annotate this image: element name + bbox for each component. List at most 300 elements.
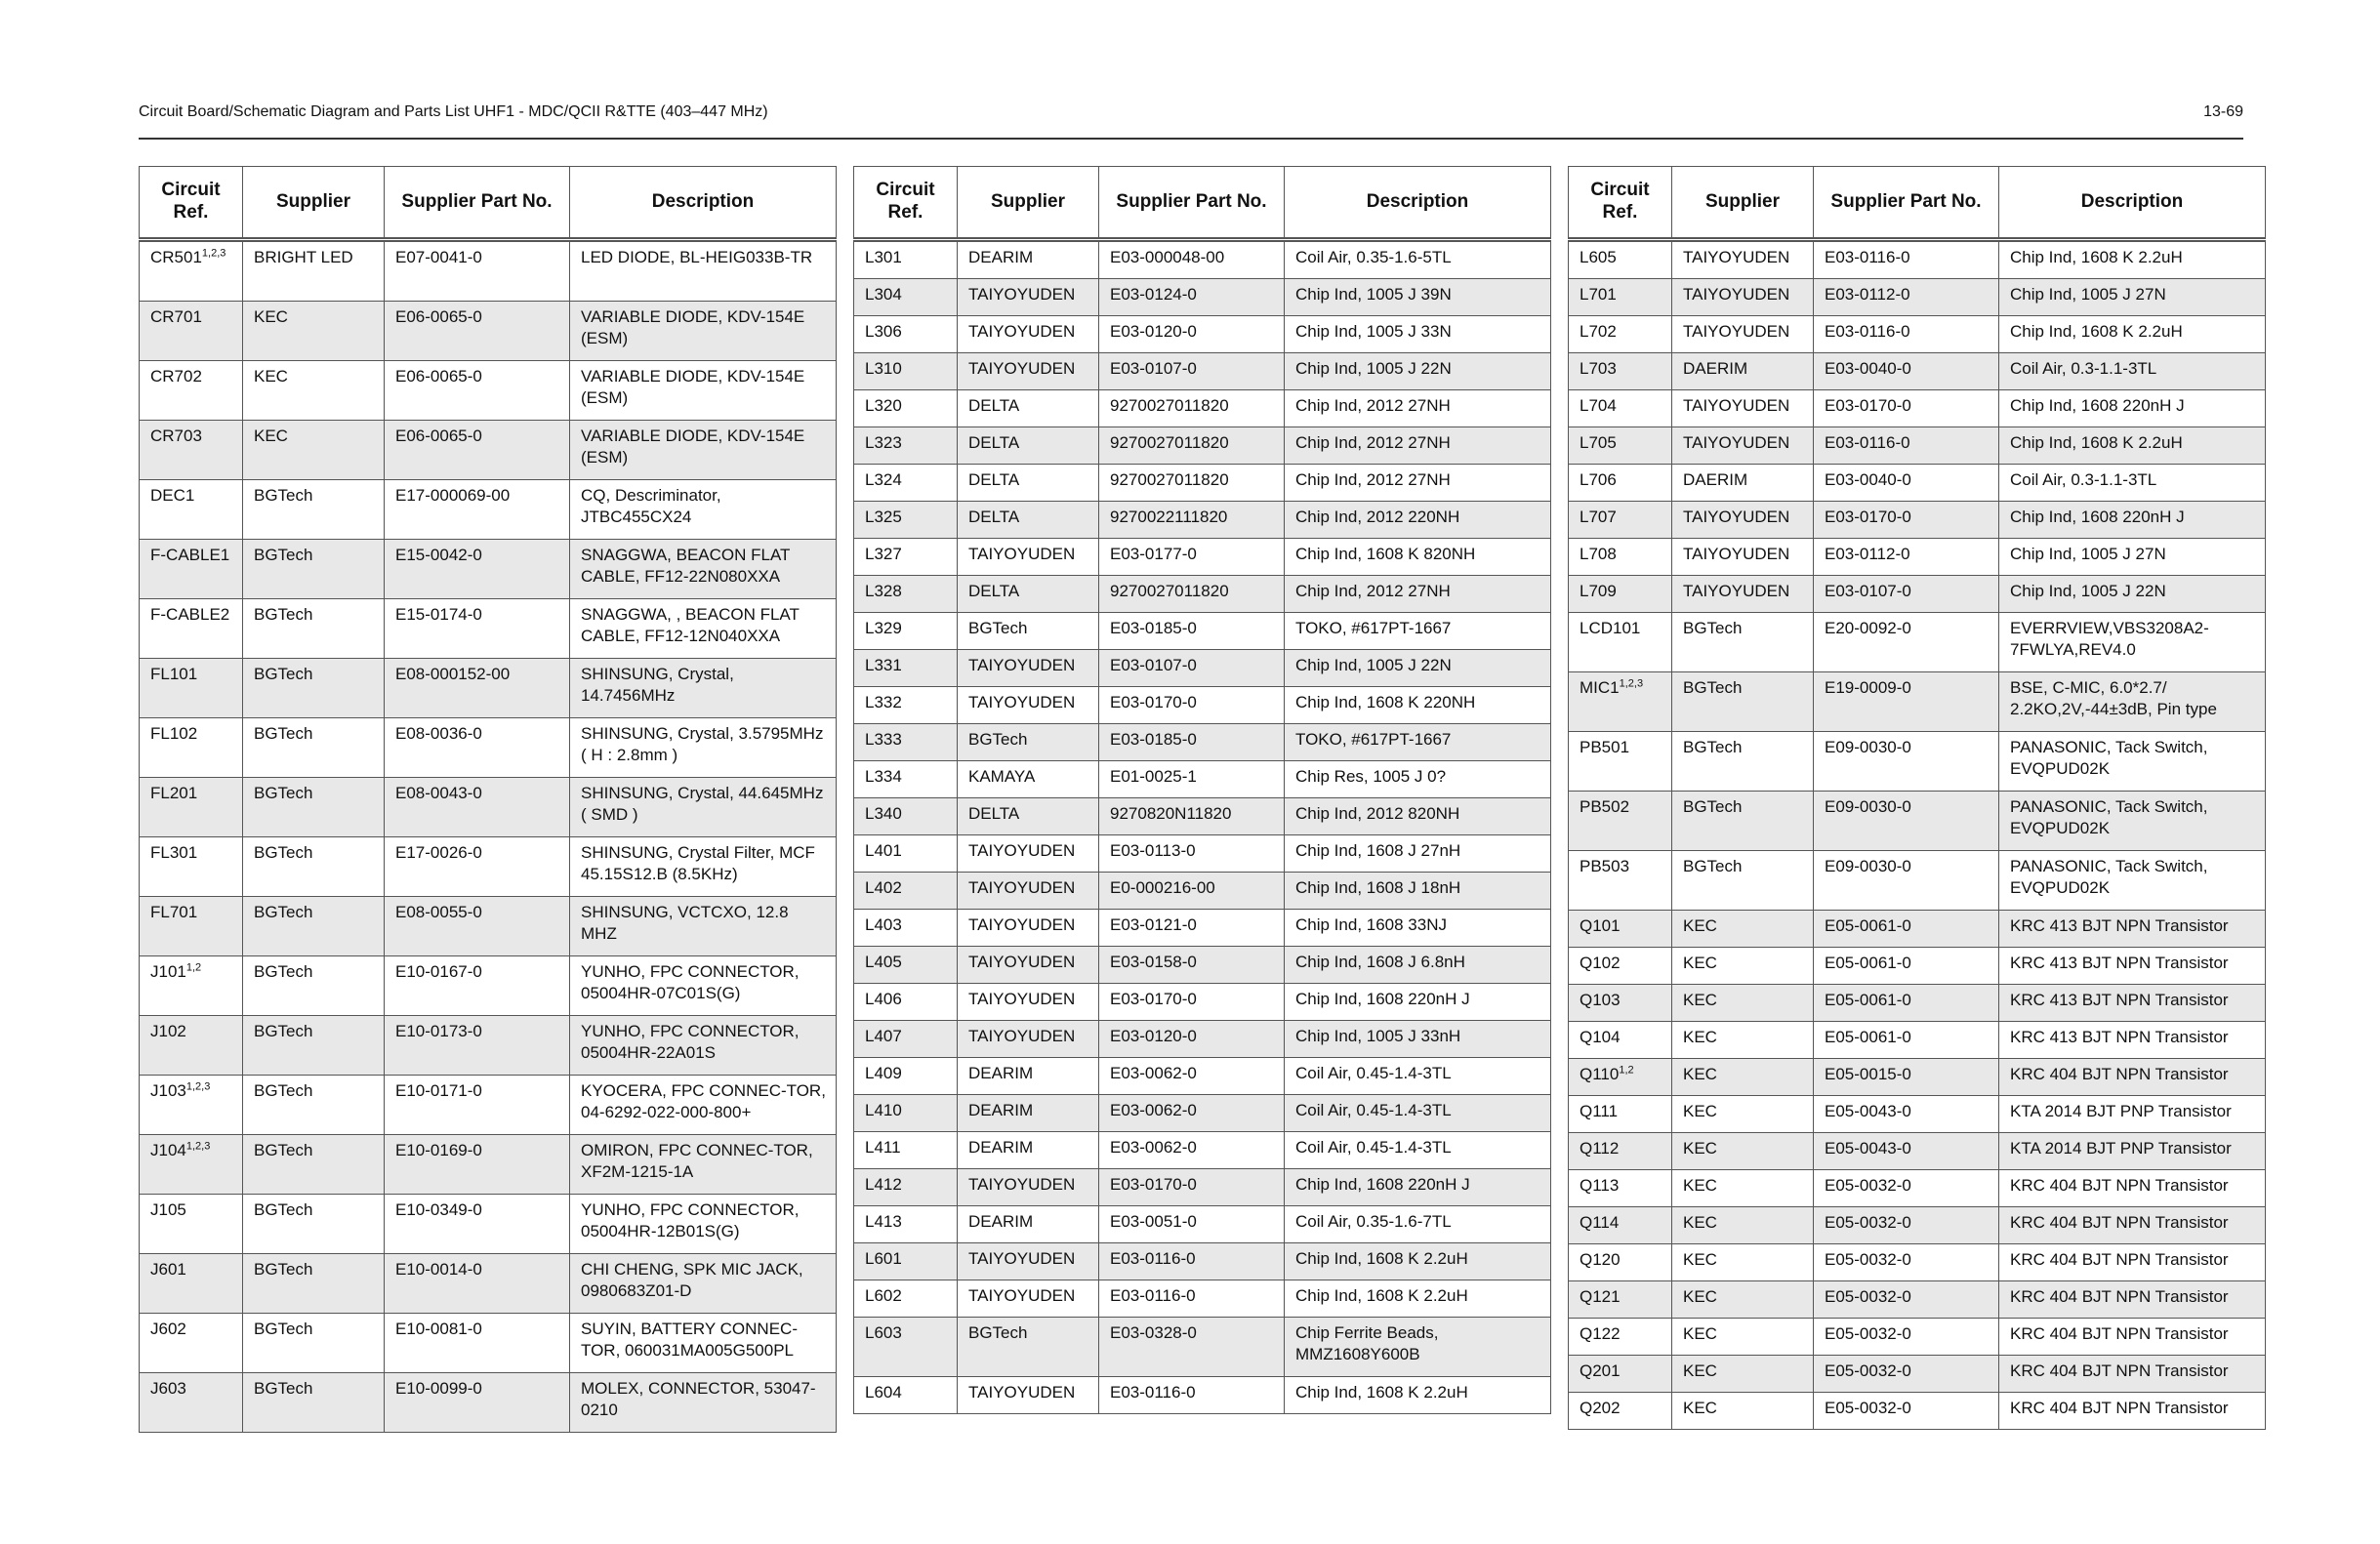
cell-supplier: KEC <box>1672 1207 1814 1244</box>
cell-supplier: BGTech <box>243 897 385 956</box>
cell-description: Chip Ind, 1608 J 6.8nH <box>1285 947 1551 984</box>
table-row <box>854 910 1551 947</box>
cell-supplier-part-no: E09-0030-0 <box>1814 851 1999 911</box>
cell-supplier-part-no: E03-0170-0 <box>1099 687 1285 724</box>
table-row <box>854 724 1551 761</box>
footnote-marker: 1,2 <box>185 961 202 974</box>
cell-circuit-ref <box>1569 576 1672 613</box>
cell-circuit-ref <box>140 659 243 718</box>
cell-supplier-part-no: E03-0040-0 <box>1814 465 1999 502</box>
cell-circuit-ref <box>1569 792 1672 851</box>
cell-description: Chip Res, 1005 J 0? <box>1285 761 1551 798</box>
cell-supplier-part-no: E03-0112-0 <box>1814 539 1999 576</box>
table-row <box>1569 1244 2266 1281</box>
cell-supplier: BGTech <box>243 1373 385 1433</box>
table-row <box>1569 851 2266 911</box>
cell-supplier-part-no: E10-0014-0 <box>385 1254 570 1314</box>
circuit-ref: F-CABLE1 <box>150 546 230 564</box>
cell-supplier: BGTech <box>243 540 385 599</box>
cell-circuit-ref <box>140 956 243 1016</box>
cell-description: MOLEX, CONNECTOR, 53047-0210 <box>570 1373 837 1433</box>
cell-circuit-ref <box>1569 1244 1672 1281</box>
document-title: Circuit Board/Schematic Diagram and Parts List UHF1 - MDC/QCII R&TTE (403–447 MHz) <box>139 103 768 120</box>
table-row <box>1569 390 2266 427</box>
cell-supplier-part-no: E05-0032-0 <box>1814 1393 1999 1430</box>
table-row <box>1569 1356 2266 1393</box>
circuit-ref: L704 <box>1580 396 1617 415</box>
cell-supplier: TAIYOYUDEN <box>958 1280 1099 1318</box>
circuit-ref: L325 <box>865 508 902 526</box>
cell-supplier: TAIYOYUDEN <box>1672 390 1814 427</box>
cell-supplier-part-no: E03-0062-0 <box>1099 1095 1285 1132</box>
cell-description: KRC 404 BJT NPN Transistor <box>1999 1356 2266 1393</box>
cell-supplier: BGTech <box>243 1314 385 1373</box>
table-row <box>854 240 1551 279</box>
cell-supplier-part-no: E03-0116-0 <box>1814 240 1999 279</box>
cell-description: Coil Air, 0.45-1.4-3TL <box>1285 1132 1551 1169</box>
cell-supplier-part-no: E01-0025-1 <box>1099 761 1285 798</box>
cell-description: Chip Ind, 1608 220nH J <box>1999 502 2266 539</box>
cell-supplier-part-no: E08-000152-00 <box>385 659 570 718</box>
cell-supplier: BGTech <box>243 599 385 659</box>
cell-description: Coil Air, 0.35-1.6-5TL <box>1285 240 1551 279</box>
cell-description: LED DIODE, BL-HEIG033B-TR <box>570 240 837 302</box>
cell-supplier: TAIYOYUDEN <box>958 1169 1099 1206</box>
circuit-ref: Q113 <box>1580 1176 1620 1195</box>
table-row <box>1569 502 2266 539</box>
circuit-ref: L329 <box>865 619 902 637</box>
cell-circuit-ref <box>140 1373 243 1433</box>
header-supplier: Supplier <box>958 167 1099 240</box>
page-number: 13-69 <box>2203 103 2243 120</box>
cell-supplier: BGTech <box>243 659 385 718</box>
cell-circuit-ref <box>1569 1319 1672 1356</box>
cell-supplier-part-no: E05-0061-0 <box>1814 985 1999 1022</box>
cell-supplier-part-no: E03-0116-0 <box>1099 1377 1285 1414</box>
cell-supplier-part-no: E17-000069-00 <box>385 480 570 540</box>
cell-description: KRC 404 BJT NPN Transistor <box>1999 1393 2266 1430</box>
cell-supplier-part-no: E03-000048-00 <box>1099 240 1285 279</box>
table-row <box>1569 465 2266 502</box>
cell-description: BSE, C-MIC, 6.0*2.7/ 2.2KO,2V,-44±3dB, Pin type <box>1999 672 2266 732</box>
circuit-ref: Q120 <box>1580 1250 1621 1269</box>
circuit-ref: L411 <box>865 1138 901 1157</box>
footnote-marker: 1,2 <box>1619 1064 1634 1077</box>
cell-supplier-part-no: E03-0185-0 <box>1099 724 1285 761</box>
cell-circuit-ref <box>140 421 243 480</box>
cell-supplier: DELTA <box>958 427 1099 465</box>
cell-description: Chip Ind, 1608 J 18nH <box>1285 873 1551 910</box>
cell-supplier-part-no: E09-0030-0 <box>1814 732 1999 792</box>
table-row <box>854 1280 1551 1318</box>
cell-description: VARIABLE DIODE, KDV-154E (ESM) <box>570 302 837 361</box>
cell-description: Chip Ind, 1608 33NJ <box>1285 910 1551 947</box>
cell-supplier: BGTech <box>243 1254 385 1314</box>
circuit-ref: L334 <box>865 767 902 786</box>
cell-supplier: DELTA <box>958 465 1099 502</box>
cell-supplier-part-no: 9270027011820 <box>1099 427 1285 465</box>
cell-description: Chip Ferrite Beads, MMZ1608Y600B <box>1285 1318 1551 1377</box>
cell-circuit-ref <box>854 1169 958 1206</box>
table-row <box>854 650 1551 687</box>
cell-description: SHINSUNG, Crystal Filter, MCF 45.15S12.B (8.5KHz) <box>570 837 837 897</box>
cell-supplier: KEC <box>1672 985 1814 1022</box>
cell-circuit-ref <box>140 1135 243 1195</box>
table-row <box>854 947 1551 984</box>
cell-supplier-part-no: E03-0185-0 <box>1099 613 1285 650</box>
cell-circuit-ref <box>854 576 958 613</box>
cell-description: Coil Air, 0.45-1.4-3TL <box>1285 1095 1551 1132</box>
circuit-ref: Q202 <box>1580 1399 1621 1417</box>
cell-supplier: KEC <box>1672 1022 1814 1059</box>
cell-description: Chip Ind, 1608 K 2.2uH <box>1999 316 2266 353</box>
table-row <box>1569 1393 2266 1430</box>
cell-supplier-part-no: E10-0081-0 <box>385 1314 570 1373</box>
cell-supplier: DELTA <box>958 576 1099 613</box>
table-row <box>1569 1022 2266 1059</box>
table-row <box>1569 316 2266 353</box>
cell-description: YUNHO, FPC CONNECTOR, 05004HR-07C01S(G) <box>570 956 837 1016</box>
cell-supplier: KEC <box>1672 1281 1814 1319</box>
cell-supplier-part-no: 9270027011820 <box>1099 576 1285 613</box>
table-row <box>854 539 1551 576</box>
table-row <box>140 1135 837 1195</box>
cell-supplier: TAIYOYUDEN <box>958 687 1099 724</box>
table-row <box>854 353 1551 390</box>
cell-circuit-ref <box>854 1132 958 1169</box>
cell-supplier: KEC <box>1672 1096 1814 1133</box>
cell-circuit-ref <box>1569 1022 1672 1059</box>
circuit-ref: L412 <box>865 1175 902 1194</box>
cell-description: KYOCERA, FPC CONNEC-TOR, 04-6292-022-000-800+ <box>570 1076 837 1135</box>
cell-supplier-part-no: E05-0032-0 <box>1814 1170 1999 1207</box>
circuit-ref: FL102 <box>150 724 198 743</box>
cell-supplier-part-no: E10-0169-0 <box>385 1135 570 1195</box>
footnote-marker: 1,2,3 <box>185 1080 211 1093</box>
circuit-ref: L301 <box>865 248 902 266</box>
circuit-ref: PB501 <box>1580 738 1630 756</box>
cell-supplier: TAIYOYUDEN <box>958 1377 1099 1414</box>
cell-description: SHINSUNG, Crystal, 3.5795MHz ( H : 2.8mm ) <box>570 718 837 778</box>
parts-table-2 <box>853 166 1551 1414</box>
cell-supplier: DELTA <box>958 798 1099 835</box>
circuit-ref: L405 <box>865 953 902 971</box>
cell-description: Chip Ind, 1005 J 27N <box>1999 539 2266 576</box>
cell-supplier-part-no: E10-0349-0 <box>385 1195 570 1254</box>
table-row <box>140 480 837 540</box>
cell-supplier-part-no: E03-0107-0 <box>1099 650 1285 687</box>
cell-description: Chip Ind, 2012 27NH <box>1285 390 1551 427</box>
header-description: Description <box>1285 167 1551 240</box>
cell-description: SHINSUNG, VCTCXO, 12.8 MHZ <box>570 897 837 956</box>
cell-description: KRC 404 BJT NPN Transistor <box>1999 1244 2266 1281</box>
table-row <box>854 316 1551 353</box>
table-row <box>140 1314 837 1373</box>
header-supplier: Supplier <box>243 167 385 240</box>
cell-circuit-ref <box>1569 985 1672 1022</box>
circuit-ref: J603 <box>150 1379 186 1398</box>
table-row <box>140 240 837 302</box>
circuit-ref: L603 <box>865 1323 902 1342</box>
cell-supplier-part-no: E03-0177-0 <box>1099 539 1285 576</box>
table-row <box>1569 1281 2266 1319</box>
cell-description: Chip Ind, 1608 K 2.2uH <box>1285 1377 1551 1414</box>
cell-supplier-part-no: E03-0062-0 <box>1099 1132 1285 1169</box>
cell-description: Coil Air, 0.3-1.1-3TL <box>1999 353 2266 390</box>
table-row <box>140 302 837 361</box>
table-row <box>1569 539 2266 576</box>
cell-circuit-ref <box>1569 240 1672 279</box>
cell-circuit-ref <box>854 353 958 390</box>
cell-supplier-part-no: 9270027011820 <box>1099 390 1285 427</box>
cell-circuit-ref <box>140 480 243 540</box>
cell-supplier: KEC <box>243 302 385 361</box>
table-row <box>140 1076 837 1135</box>
header-supplier-part-no: Supplier Part No. <box>1814 167 1999 240</box>
cell-supplier: KEC <box>1672 1393 1814 1430</box>
cell-circuit-ref <box>854 502 958 539</box>
cell-description: PANASONIC, Tack Switch, EVQPUD02K <box>1999 851 2266 911</box>
cell-supplier-part-no: E03-0328-0 <box>1099 1318 1285 1377</box>
cell-supplier-part-no: E06-0065-0 <box>385 421 570 480</box>
cell-supplier-part-no: E05-0043-0 <box>1814 1096 1999 1133</box>
circuit-ref: CR703 <box>150 427 202 445</box>
circuit-ref: J102 <box>150 1022 186 1040</box>
circuit-ref: L331 <box>865 656 902 674</box>
table-row <box>1569 948 2266 985</box>
cell-supplier: KEC <box>243 421 385 480</box>
table-row <box>140 1016 837 1076</box>
table-row <box>854 390 1551 427</box>
cell-circuit-ref <box>1569 851 1672 911</box>
cell-supplier-part-no: E08-0036-0 <box>385 718 570 778</box>
table-row <box>140 718 837 778</box>
cell-circuit-ref <box>854 1095 958 1132</box>
cell-supplier-part-no: E03-0113-0 <box>1099 835 1285 873</box>
circuit-ref: F-CABLE2 <box>150 605 230 624</box>
cell-description: PANASONIC, Tack Switch, EVQPUD02K <box>1999 732 2266 792</box>
circuit-ref: CR701 <box>150 307 202 326</box>
cell-circuit-ref <box>854 279 958 316</box>
cell-description: VARIABLE DIODE, KDV-154E (ESM) <box>570 421 837 480</box>
cell-description: VARIABLE DIODE, KDV-154E (ESM) <box>570 361 837 421</box>
cell-circuit-ref <box>854 947 958 984</box>
cell-supplier: KAMAYA <box>958 761 1099 798</box>
circuit-ref: L604 <box>865 1383 902 1402</box>
circuit-ref: L705 <box>1580 433 1617 452</box>
cell-supplier-part-no: E08-0055-0 <box>385 897 570 956</box>
cell-description: CHI CHENG, SPK MIC JACK, 0980683Z01-D <box>570 1254 837 1314</box>
cell-supplier: TAIYOYUDEN <box>958 353 1099 390</box>
cell-supplier-part-no: E03-0112-0 <box>1814 279 1999 316</box>
circuit-ref: Q201 <box>1580 1361 1621 1380</box>
cell-circuit-ref <box>854 613 958 650</box>
circuit-ref: L327 <box>865 545 902 563</box>
cell-supplier: BGTech <box>1672 851 1814 911</box>
cell-description: Chip Ind, 1005 J 22N <box>1285 650 1551 687</box>
cell-supplier-part-no: E03-0170-0 <box>1099 1169 1285 1206</box>
cell-description: KRC 404 BJT NPN Transistor <box>1999 1207 2266 1244</box>
cell-circuit-ref <box>140 1314 243 1373</box>
cell-circuit-ref <box>140 1016 243 1076</box>
table-row <box>140 1254 837 1314</box>
cell-supplier-part-no: E05-0061-0 <box>1814 948 1999 985</box>
circuit-ref: L601 <box>865 1249 902 1268</box>
cell-supplier-part-no: E07-0041-0 <box>385 240 570 302</box>
circuit-ref: L703 <box>1580 359 1617 378</box>
cell-supplier-part-no: E05-0032-0 <box>1814 1207 1999 1244</box>
cell-circuit-ref <box>140 1076 243 1135</box>
cell-circuit-ref <box>1569 1170 1672 1207</box>
cell-circuit-ref <box>140 778 243 837</box>
cell-supplier: KEC <box>1672 911 1814 948</box>
cell-description: SUYIN, BATTERY CONNEC-TOR, 060031MA005G500PL <box>570 1314 837 1373</box>
cell-description: Chip Ind, 1608 K 2.2uH <box>1285 1280 1551 1318</box>
cell-supplier: KEC <box>1672 1133 1814 1170</box>
circuit-ref: L406 <box>865 990 902 1008</box>
cell-description: Chip Ind, 2012 27NH <box>1285 427 1551 465</box>
table-header-row <box>854 167 1551 240</box>
cell-description: KRC 404 BJT NPN Transistor <box>1999 1170 2266 1207</box>
header-rule <box>139 138 2243 140</box>
cell-description: KRC 404 BJT NPN Transistor <box>1999 1059 2266 1096</box>
cell-circuit-ref <box>854 1377 958 1414</box>
cell-supplier-part-no: 9270820N11820 <box>1099 798 1285 835</box>
table-row <box>854 835 1551 873</box>
cell-supplier: BGTech <box>1672 792 1814 851</box>
cell-circuit-ref <box>1569 279 1672 316</box>
table-row <box>854 279 1551 316</box>
circuit-ref: L328 <box>865 582 902 600</box>
cell-circuit-ref <box>854 984 958 1021</box>
cell-description: Chip Ind, 2012 27NH <box>1285 576 1551 613</box>
cell-supplier: DEARIM <box>958 240 1099 279</box>
cell-supplier-part-no: E05-0061-0 <box>1814 1022 1999 1059</box>
cell-supplier: TAIYOYUDEN <box>1672 279 1814 316</box>
cell-supplier: BGTech <box>958 1318 1099 1377</box>
cell-supplier: TAIYOYUDEN <box>958 539 1099 576</box>
cell-supplier-part-no: E05-0032-0 <box>1814 1244 1999 1281</box>
cell-description: Chip Ind, 1005 J 33nH <box>1285 1021 1551 1058</box>
cell-supplier: KEC <box>1672 1059 1814 1096</box>
cell-circuit-ref <box>1569 502 1672 539</box>
cell-supplier: TAIYOYUDEN <box>958 1243 1099 1280</box>
cell-circuit-ref <box>854 873 958 910</box>
table-row <box>854 1377 1551 1414</box>
cell-supplier-part-no: E17-0026-0 <box>385 837 570 897</box>
cell-description: KRC 413 BJT NPN Transistor <box>1999 948 2266 985</box>
cell-supplier: BGTech <box>243 1135 385 1195</box>
cell-supplier: DELTA <box>958 502 1099 539</box>
table-row <box>1569 732 2266 792</box>
cell-circuit-ref <box>854 650 958 687</box>
circuit-ref: FL201 <box>150 784 198 802</box>
parts-table-3 <box>1568 166 2266 1430</box>
circuit-ref: FL301 <box>150 843 198 862</box>
cell-description: Chip Ind, 1608 K 820NH <box>1285 539 1551 576</box>
circuit-ref: L605 <box>1580 248 1617 266</box>
cell-circuit-ref <box>140 897 243 956</box>
cell-supplier-part-no: E10-0167-0 <box>385 956 570 1016</box>
cell-circuit-ref <box>1569 732 1672 792</box>
footnote-marker: 1,2,3 <box>201 247 226 260</box>
cell-description: Chip Ind, 2012 820NH <box>1285 798 1551 835</box>
table-row <box>140 599 837 659</box>
circuit-ref: L708 <box>1580 545 1617 563</box>
cell-supplier: TAIYOYUDEN <box>958 279 1099 316</box>
table-row <box>854 1243 1551 1280</box>
cell-description: SNAGGWA, BEACON FLAT CABLE, FF12-22N080XXA <box>570 540 837 599</box>
circuit-ref: L403 <box>865 915 902 934</box>
cell-description: KRC 413 BJT NPN Transistor <box>1999 911 2266 948</box>
circuit-ref: FL101 <box>150 665 198 683</box>
table-row <box>854 798 1551 835</box>
cell-supplier-part-no: E10-0171-0 <box>385 1076 570 1135</box>
cell-circuit-ref <box>140 599 243 659</box>
cell-description: TOKO, #617PT-1667 <box>1285 724 1551 761</box>
cell-description: CQ, Descriminator, JTBC455CX24 <box>570 480 837 540</box>
circuit-ref: L701 <box>1580 285 1617 304</box>
cell-description: Chip Ind, 2012 220NH <box>1285 502 1551 539</box>
table-row <box>1569 240 2266 279</box>
table-row <box>140 1373 837 1433</box>
cell-circuit-ref <box>854 687 958 724</box>
circuit-ref: L340 <box>865 804 902 823</box>
circuit-ref: Q112 <box>1580 1139 1620 1158</box>
header-supplier-part-no: Supplier Part No. <box>1099 167 1285 240</box>
cell-description: Chip Ind, 1608 K 220NH <box>1285 687 1551 724</box>
cell-circuit-ref <box>1569 1096 1672 1133</box>
cell-supplier: BGTech <box>243 956 385 1016</box>
cell-supplier: DEARIM <box>958 1095 1099 1132</box>
cell-description: Chip Ind, 1005 J 39N <box>1285 279 1551 316</box>
table-row <box>1569 1170 2266 1207</box>
cell-supplier: TAIYOYUDEN <box>1672 502 1814 539</box>
cell-supplier: BGTech <box>958 613 1099 650</box>
cell-supplier-part-no: E05-0032-0 <box>1814 1356 1999 1393</box>
table-row <box>1569 1319 2266 1356</box>
cell-supplier-part-no: E09-0030-0 <box>1814 792 1999 851</box>
table-header-row <box>140 167 837 240</box>
cell-supplier: BGTech <box>243 778 385 837</box>
table-row <box>1569 1059 2266 1096</box>
cell-supplier-part-no: E03-0116-0 <box>1099 1280 1285 1318</box>
cell-supplier-part-no: 9270022111820 <box>1099 502 1285 539</box>
cell-description: Chip Ind, 1005 J 27N <box>1999 279 2266 316</box>
circuit-ref: L310 <box>865 359 902 378</box>
table-row <box>1569 1096 2266 1133</box>
cell-supplier: TAIYOYUDEN <box>958 316 1099 353</box>
header-description: Description <box>570 167 837 240</box>
cell-description: Chip Ind, 1608 K 2.2uH <box>1999 427 2266 465</box>
circuit-ref: J602 <box>150 1320 186 1338</box>
cell-supplier-part-no: E03-0124-0 <box>1099 279 1285 316</box>
table-row <box>854 1206 1551 1243</box>
cell-circuit-ref <box>1569 613 1672 672</box>
footnote-marker: 1,2,3 <box>185 1140 211 1153</box>
cell-circuit-ref <box>854 1206 958 1243</box>
cell-supplier: TAIYOYUDEN <box>1672 316 1814 353</box>
circuit-ref: PB502 <box>1580 797 1630 816</box>
cell-supplier-part-no: E03-0170-0 <box>1814 390 1999 427</box>
table-row <box>854 1169 1551 1206</box>
circuit-ref: CR501 <box>150 248 202 266</box>
circuit-ref: L324 <box>865 470 902 489</box>
cell-supplier: TAIYOYUDEN <box>958 650 1099 687</box>
circuit-ref: L333 <box>865 730 902 749</box>
table-row <box>1569 353 2266 390</box>
circuit-ref: FL701 <box>150 903 198 921</box>
